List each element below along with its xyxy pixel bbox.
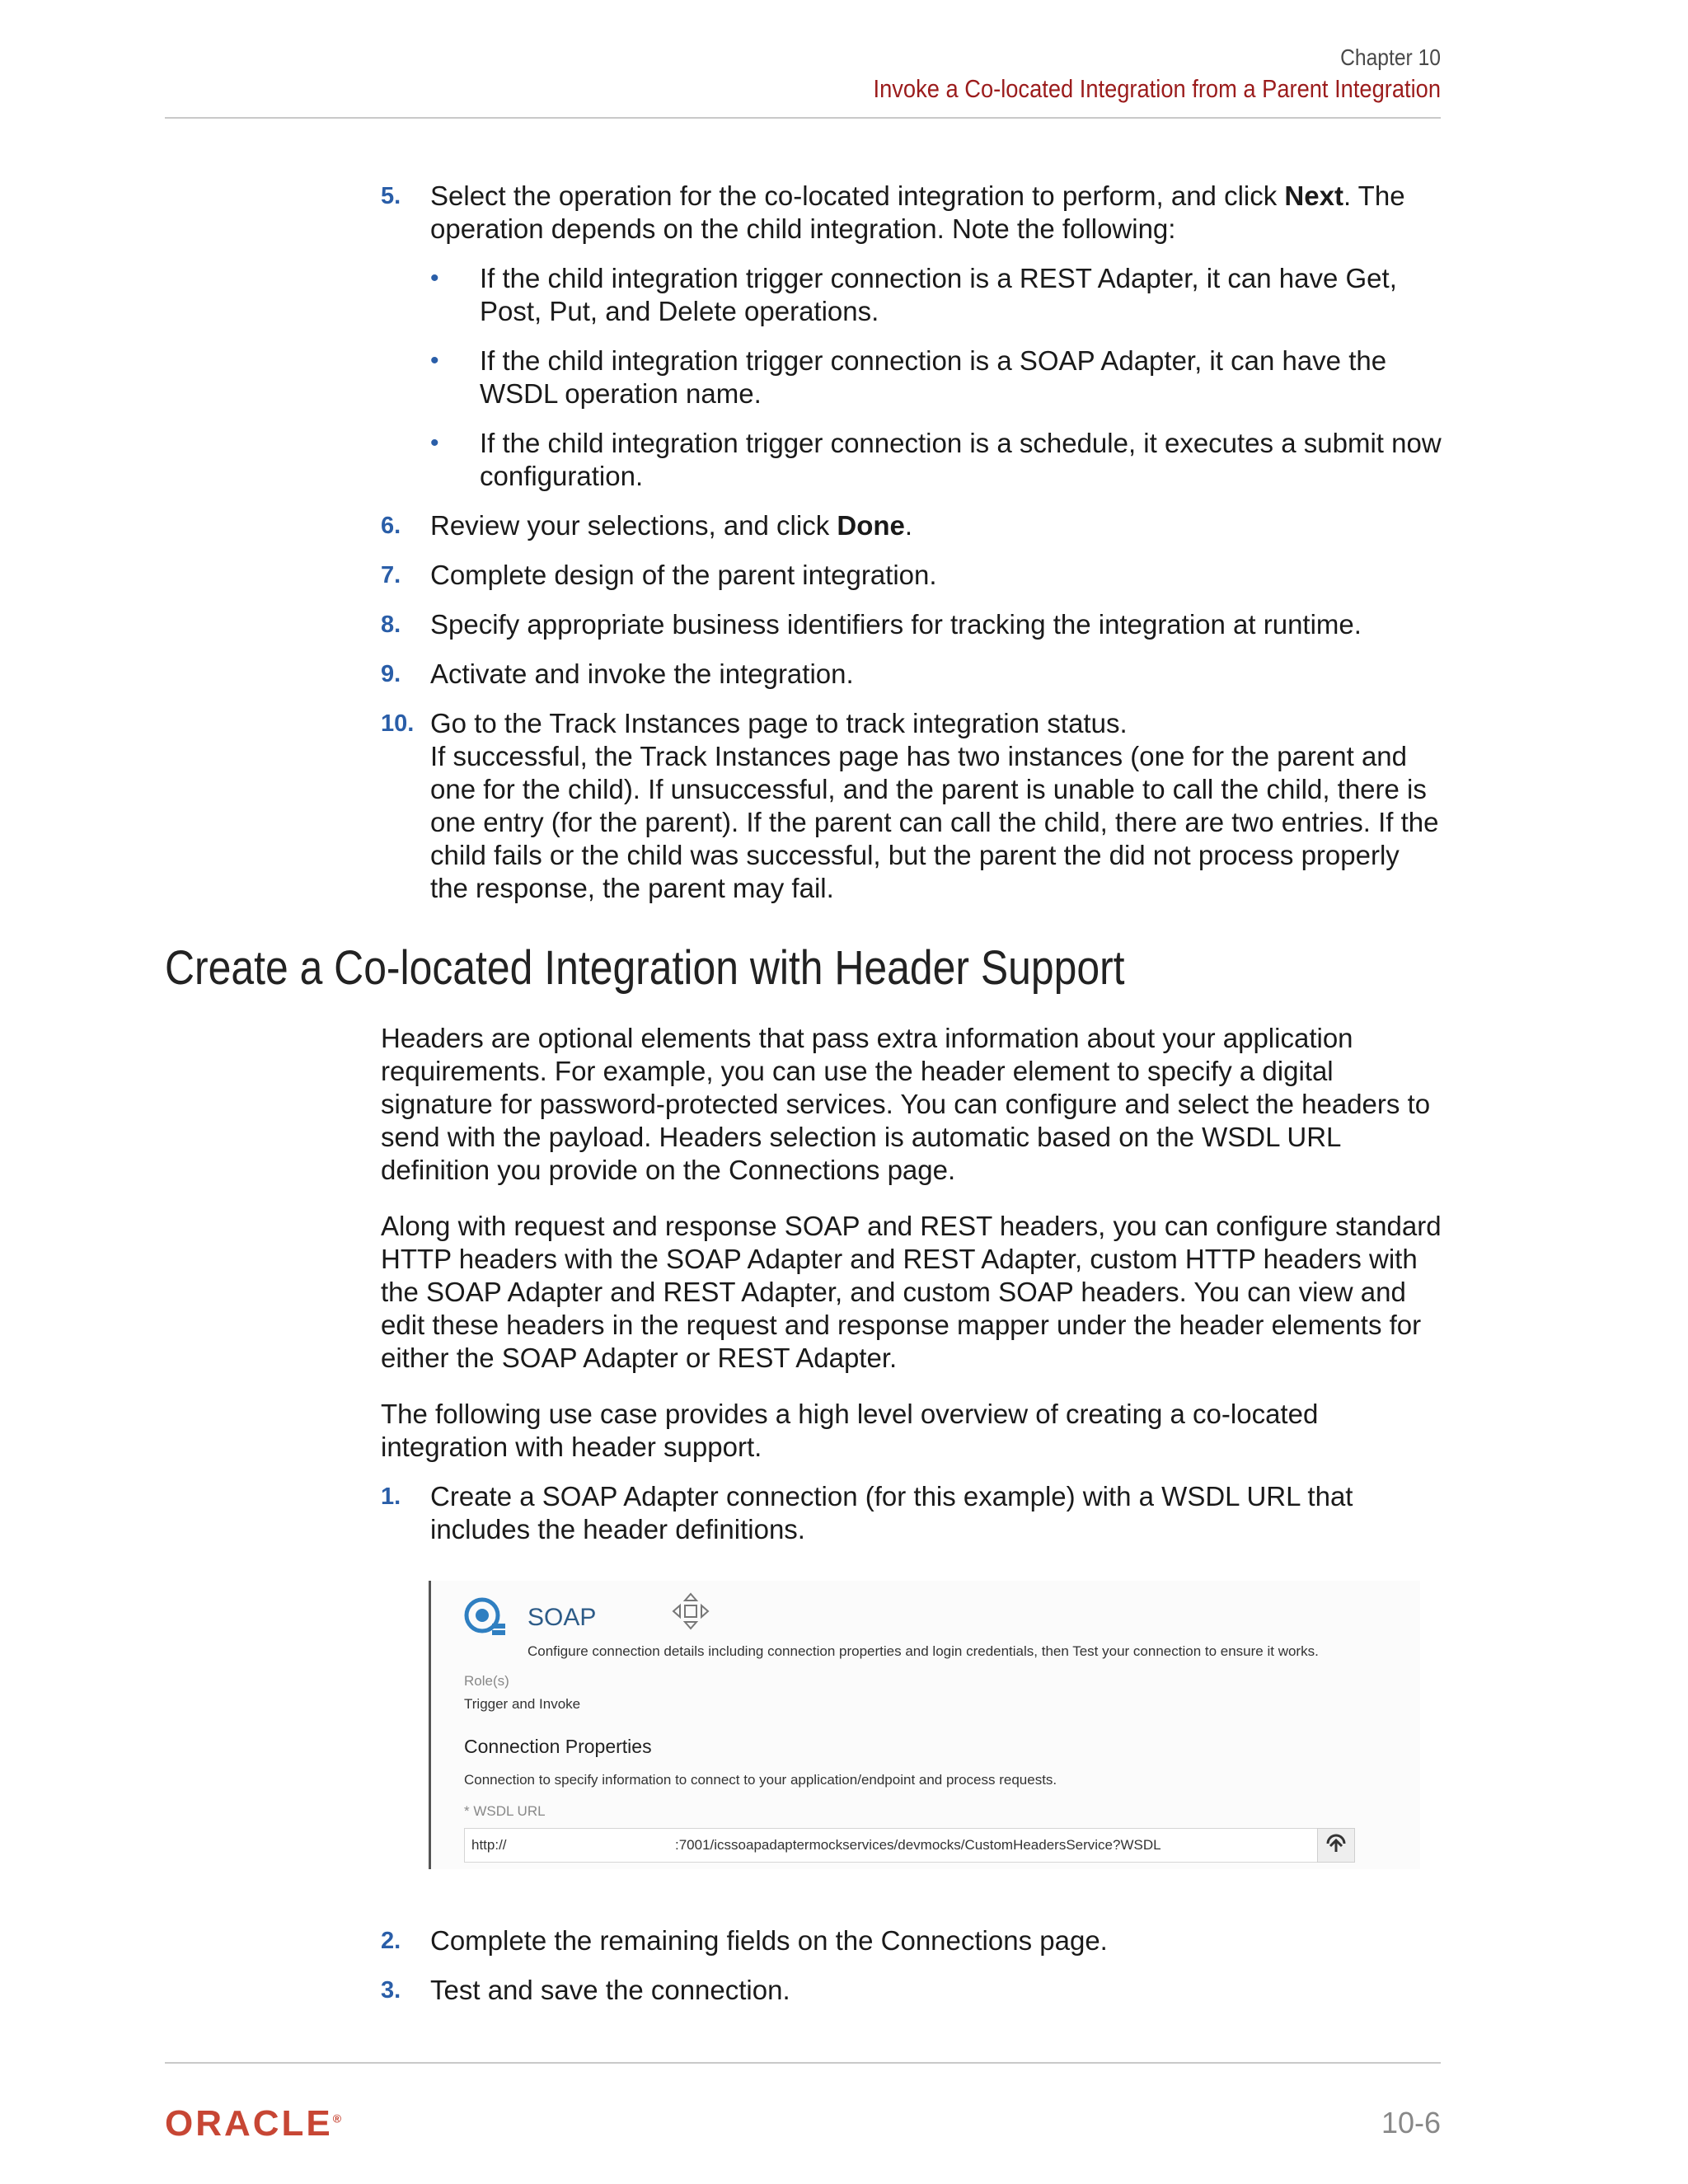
oracle-logo: ORACLE® xyxy=(165,2103,342,2144)
running-header xyxy=(452,43,1441,105)
bullet-text: If the child integration trigger connection is a SOAP Adapter, it can have the WSDL operation name. xyxy=(480,345,1387,409)
connection-description: Configure connection details including connection properties and login credentials, then Test your connection to ensure it works. xyxy=(528,1643,1319,1659)
step-number: 6. xyxy=(381,513,401,539)
soap-connection-screenshot xyxy=(429,1581,1420,1869)
section-heading: Create a Co-located Integration with Header Support xyxy=(165,941,1125,995)
wsdl-url-value: :7001/icssoapadaptermockservices/devmocks/CustomHeadersService?WSDL xyxy=(675,1837,1161,1853)
bullet-icon: • xyxy=(430,429,439,457)
step-text: Review your selections, and click Done. xyxy=(430,510,913,541)
wsdl-url-input[interactable] xyxy=(464,1828,1323,1863)
move-icon[interactable] xyxy=(672,1592,710,1630)
header-rule xyxy=(165,117,1441,119)
step-number: 10. xyxy=(381,710,415,737)
paragraph: Headers are optional elements that pass extra information about your application requirements. For example, you can use the header element to specify a digital signature for password-protected services. You can configure and select the headers to send with the payload. Headers selection is automatic based on the WSDL URL definition you provide on the Connections page. xyxy=(381,1023,1431,1185)
step-text: Activate and invoke the integration. xyxy=(430,658,854,689)
wsdl-url-label: * WSDL URL xyxy=(464,1803,546,1819)
roles-label: Role(s) xyxy=(464,1673,509,1689)
step-detail: If successful, the Track Instances page has two instances (one for the parent and one for the child). If unsuccessful, and the parent is unable to call the child, there is one entry (for the parent). If the parent can call the child, there are two entries. If the child fails or the child was successful, but the parent the did not process properly the response, the parent may fail. xyxy=(430,741,1439,903)
chapter-label: Chapter 10 xyxy=(1340,45,1441,70)
page-number: 10-6 xyxy=(1381,2106,1441,2139)
soap-logo-icon xyxy=(464,1597,510,1638)
step-text: Complete the remaining fields on the Connections page. xyxy=(430,1925,1108,1956)
step-text: Select the operation for the co-located integration to perform, and click Next. The operation depends on the child integration. Note the following: xyxy=(430,180,1405,244)
bullet-icon: • xyxy=(430,265,439,292)
upload-icon xyxy=(1318,1829,1354,1862)
step-text: Create a SOAP Adapter connection (for this example) with a WSDL URL that includes the header definitions. xyxy=(430,1481,1353,1544)
step-number: 5. xyxy=(381,183,401,209)
bullet-text: If the child integration trigger connection is a schedule, it executes a submit now configuration. xyxy=(480,428,1442,491)
step-text: Specify appropriate business identifiers for tracking the integration at runtime. xyxy=(430,609,1362,640)
step-number: 7. xyxy=(381,562,401,588)
upload-button[interactable] xyxy=(1317,1828,1355,1863)
step-number: 1. xyxy=(381,1483,401,1510)
roles-value: Trigger and Invoke xyxy=(464,1696,581,1712)
chapter-title: Invoke a Co-located Integration from a Parent Integration xyxy=(873,74,1441,103)
step-text: Go to the Track Instances page to track integration status. If successful, the Track Instances page has two instances (one for the parent and one for the child). If unsuccessful, and the parent is unable to call the child, there is one entry (for the parent). If the parent can call the child, there are two entries. If the child fails or the child was successful, but the parent the did not process properly the response, the parent may fail. xyxy=(430,707,1444,905)
paragraph: The following use case provides a high level overview of creating a co-located integration with header support. xyxy=(381,1399,1319,1462)
step-number: 8. xyxy=(381,612,401,638)
paragraph: Along with request and response SOAP and REST headers, you can configure standard HTTP headers with the SOAP Adapter and REST Adapter, custom HTTP headers with the SOAP Adapter and REST Adapter, and custom SOAP headers. You can view and edit these headers in the request and response mapper under the header elements for either the SOAP Adapter or REST Adapter. xyxy=(381,1211,1442,1373)
step-number: 9. xyxy=(381,661,401,687)
step-number: 2. xyxy=(381,1928,401,1954)
connection-type-title: SOAP xyxy=(528,1604,597,1631)
footer-rule xyxy=(165,2062,1441,2064)
step-text: Complete design of the parent integration. xyxy=(430,560,937,590)
bullet-text: If the child integration trigger connection is a REST Adapter, it can have Get, Post, Put, and Delete operations. xyxy=(480,263,1397,326)
step-text: Test and save the connection. xyxy=(430,1975,790,2005)
connection-properties-description: Connection to specify information to connect to your application/endpoint and process requests. xyxy=(464,1772,1057,1788)
connection-properties-heading: Connection Properties xyxy=(464,1736,652,1757)
bullet-icon: • xyxy=(430,347,439,374)
wsdl-url-prefix: http:// xyxy=(471,1837,507,1853)
step-number: 3. xyxy=(381,1977,401,2004)
